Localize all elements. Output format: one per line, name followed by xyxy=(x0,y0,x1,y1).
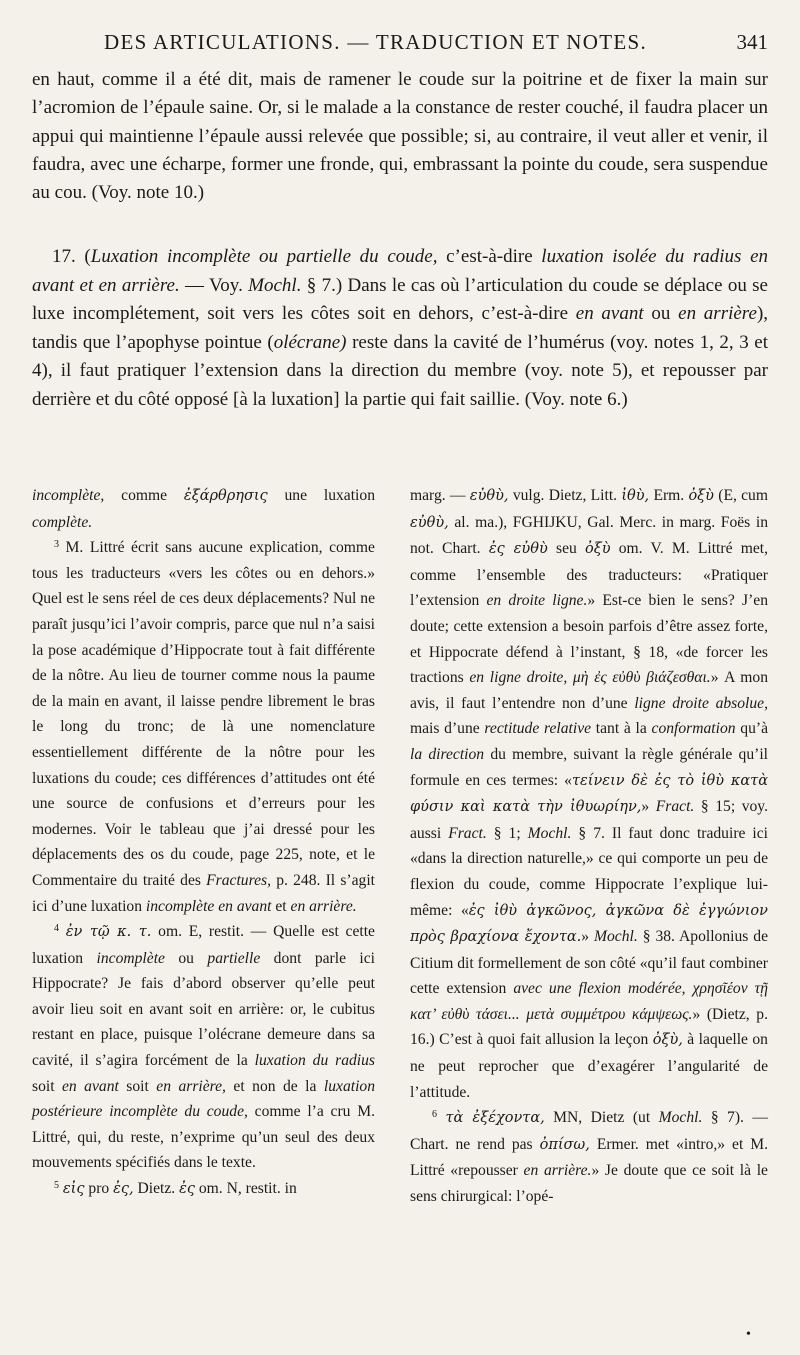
greek-term: ἐν τῷ κ. τ. xyxy=(65,924,152,941)
text-span: tant à la xyxy=(591,720,652,738)
reference-italic: Mochl. xyxy=(527,824,572,842)
text-span: Dietz. xyxy=(133,1180,180,1198)
term-italic: la direction xyxy=(410,745,485,763)
footnote-marker: 5 xyxy=(54,1180,59,1192)
text-span: » (Dietz, p. 16.) C’est à quoi fait allusion la leçon xyxy=(410,1005,768,1049)
term-italic: en arrière xyxy=(678,303,757,324)
main-paragraph: en haut, comme il a été dit, mais de ramener le coude sur la poitrine et de fixer la main sur l’acromion de l’épaule saine. Or, si le malade a la constance de rester couché, il faudra placer un appui qui maintienne l’épaule aussi relevée que possible; si, au contraire, il veut aller et venir, il faudra, avec une écharpe, former une fronde, qui, embrassant la pointe du coude, sera suspendue au cou. (Voy. note 10.) xyxy=(32,69,768,204)
term-italic: en droite ligne. xyxy=(486,592,588,610)
text-span: § 7.) Dans le cas où l’articulation du coude se déplace ou se luxe incomplétement, soit vers les côtes soit en dehors, c’est-à-dire xyxy=(32,274,768,324)
text-span: à laquelle on ne peut reprocher que d’exagérer l’angularité de l’attitude. xyxy=(410,1031,768,1101)
term-italic: en arrière, xyxy=(156,1077,226,1095)
text-span: qu’à xyxy=(735,720,768,738)
text-span: § 15; voy. aussi xyxy=(410,798,768,842)
term-italic: luxation du radius xyxy=(254,1052,375,1070)
term-italic: incomplète en avant xyxy=(145,897,272,915)
text-span: une luxation xyxy=(267,487,375,504)
text-span: ), tandis que l’apophyse pointue ( xyxy=(32,303,769,353)
footnote-6 xyxy=(410,1105,768,1209)
section-number: 17. xyxy=(52,246,76,267)
text-span: marg. — xyxy=(410,487,470,504)
term-italic: en arrière. xyxy=(523,1162,592,1180)
text-span: § 7). — Chart. ne rend pas xyxy=(410,1109,768,1153)
footnote-marker: 4 xyxy=(54,923,59,935)
text-span: dont parle ici Hippocrate? Je fais d’abord observer qu’elle peut avoir lieu soit en avant soit en arrière: or, le cubitus restant en place, puisque l’olécrane demeure dans sa cavité, il s’agira forcément de la xyxy=(32,949,375,1070)
section-17 xyxy=(32,243,768,414)
footnote-5-continued xyxy=(410,483,768,1105)
text-span: du membre, suivant la règle générale qu’il formule en ces termes: « xyxy=(410,745,769,789)
text-span: pro xyxy=(84,1180,114,1198)
notes-column-right xyxy=(410,483,768,1210)
footnote-3 xyxy=(32,535,375,919)
term-italic: olécrane) xyxy=(273,331,347,353)
greek-term: ἐξάρθρησις xyxy=(183,488,268,504)
text-span: ou xyxy=(164,949,208,967)
page-mark: • xyxy=(746,1327,751,1342)
text-span: comme xyxy=(104,487,184,504)
text-span: p. 248. Il s’agit ici d’une luxation xyxy=(32,871,375,915)
term-italic: conformation xyxy=(651,720,736,738)
text-span: mais d’une xyxy=(410,720,485,738)
reference-italic: Fractures, xyxy=(206,871,271,889)
reference-italic: Fract. xyxy=(448,824,487,842)
section-heading-italic: Luxation incomplète ou partielle du coude, xyxy=(90,246,438,267)
text-span: om. N, restit. in xyxy=(194,1180,297,1198)
term-italic: avec une flexion modérée, χρησῖέον τῇ κατ’ εὐθὺ τάσει... μετὰ συμμέτρου κάμψεως. xyxy=(410,980,768,1023)
greek-term: εἰς xyxy=(62,1181,85,1198)
greek-term: εὐθὺ, xyxy=(410,514,449,531)
term-italic: en ligne droite, μὴ ἐς εὐθὺ βιάζεσθαι. xyxy=(469,669,711,687)
term-italic: en arrière. xyxy=(290,897,357,915)
text-span: et xyxy=(271,897,291,915)
text-span: ou xyxy=(643,303,679,324)
term-italic: complète. xyxy=(32,513,93,531)
text-span: » A mon avis, il faut l’entendre non d’une xyxy=(410,669,768,712)
greek-term: ὀξὺ xyxy=(688,488,714,504)
text-span: — Voy. xyxy=(179,274,249,296)
term-italic: ligne droite absolue, xyxy=(634,694,768,712)
greek-term: ὀπίσω, xyxy=(539,1136,590,1153)
term-italic: incomplète, xyxy=(32,487,105,504)
reference-italic: Mochl. xyxy=(594,928,638,946)
term-italic: luxation postérieure incomplète du coude, xyxy=(32,1077,375,1121)
text-span: (E, cum xyxy=(713,487,768,504)
notes-column-left xyxy=(32,483,375,1203)
footnote-marker: 6 xyxy=(432,1109,437,1121)
reference-italic: Fract. xyxy=(655,798,695,816)
text-span: reste dans la cavité de l’humérus (voy. notes 1, 2, 3 et 4), il faut pratiquer l’extension dans la direction du membre (voy. note 5), et repousser par derrière et du côté opposé [à la luxation] la partie qui fait saillie. (Voy. note 6.) xyxy=(32,331,768,410)
text-span: » xyxy=(641,798,656,816)
text-span: § 7. Il faut donc traduire ici «dans la direction naturelle,» ce qui comporte un peu de flexion du coude, comme Hippocrate l’explique lui-même: « xyxy=(410,824,769,919)
greek-quote: ἐς ἰθὺ ἀγκῶνος, ἀγκῶνα δὲ ἐγγώνιον πρὸς βραχίονα ἔχοντα. xyxy=(410,902,768,946)
term-italic: en avant xyxy=(575,303,644,324)
reference-italic: Mochl. xyxy=(658,1109,703,1127)
greek-quote: τείνειν δὲ ἐς τὸ ἰθὺ κατὰ φύσιν καὶ κατὰ τὴν ἰθυωρίην, xyxy=(410,772,768,816)
term-italic: partielle xyxy=(207,949,261,967)
running-title: DES ARTICULATIONS. — TRADUCTION ET NOTES. xyxy=(104,30,648,54)
greek-term: ἰθὺ, xyxy=(621,488,650,504)
text-span: » Je doute que ce soit là le sens chirurgical: l’opé- xyxy=(410,1162,768,1206)
text-span: » xyxy=(581,928,595,946)
text-span: soit xyxy=(32,1077,62,1095)
text-span: MN, Dietz (ut xyxy=(544,1109,659,1127)
greek-term: ἐς xyxy=(179,1181,195,1198)
text-span: Ermer. met «intro,» et M. Littré «repousser xyxy=(410,1135,768,1180)
text-span: et non de la xyxy=(225,1077,324,1095)
text-span: comme l’a cru M. Littré, qui, du reste, n’exprime qu’un seul des deux mouvements spécifiés dans le texte. xyxy=(32,1103,376,1172)
greek-term: ἐς εὐθὺ xyxy=(488,541,548,558)
text-span: om. V. M. Littré met, comme l’ensemble des traducteurs: «Pratiquer l’extension xyxy=(410,540,768,610)
term-italic: rectitude relative xyxy=(484,720,592,738)
footnote-5 xyxy=(32,1176,375,1203)
text-span: § 1; xyxy=(486,824,528,842)
text-span: » Est-ce bien le sens? J’en doute; cette extension a besoin parfois d’être assez forte, et Hippocrate défend à l’instant, § 18, «de forcer les tractions xyxy=(410,592,769,687)
page-number: 341 xyxy=(736,30,768,54)
text-span: al. ma.), FGHIJKU, Gal. Merc. in marg. Foës in not. Chart. xyxy=(410,513,768,558)
text-span: M. Littré écrit sans aucune explication, comme tous les traducteurs «vers les côtes ou en dehors.» Quel est le sens réel de ces deux déplacements? Nul ne paraît jusqu’ici l’avoir compris, parce que nul n’a saisi la pose académique d’Hippocrate tout à fait différente de la nôtre. Au lieu de tourner comme nous la paume de la main en avant, il laisse pendre librement le bras le long du tronc; de là une nomenclature essentiellement différente de la nôtre pour les luxations du coude; ces différences d’attitudes ont été une source de confusions et d’erreurs pour les modernes. Voir le tableau que j’ai dressé pour les déplacements des os du coude, page 225, note, et le Commentaire du traité des xyxy=(32,539,375,889)
reference-italic: Mochl. xyxy=(248,274,302,296)
footnote-4 xyxy=(32,919,375,1176)
text-span: c’est-à-dire xyxy=(437,246,542,267)
footnote-marker: 3 xyxy=(54,539,59,551)
term-italic: en avant xyxy=(62,1077,119,1095)
text-span: om. E, restit. — Quelle est cette luxation xyxy=(32,923,375,967)
text-span: seu xyxy=(547,540,585,558)
text-span: ( xyxy=(84,246,91,267)
greek-term: ὀξὺ xyxy=(585,541,611,558)
greek-term: τὰ ἐξέχοντα, xyxy=(445,1110,545,1127)
text-span: soit xyxy=(118,1077,157,1095)
text-span: vulg. Dietz, Litt. xyxy=(508,487,622,504)
greek-term: ὀξὺ, xyxy=(652,1032,683,1049)
greek-term: εὐθὺ, xyxy=(469,488,509,504)
greek-term: ἐς, xyxy=(113,1181,134,1198)
term-italic: incomplète xyxy=(96,949,165,967)
text-span: Erm. xyxy=(649,487,689,504)
section-heading-italic: luxation isolée du radius en avant et en arrière. xyxy=(32,246,769,296)
note-continuation xyxy=(32,483,375,535)
page-header xyxy=(32,30,768,60)
text-span: § 38. Apollonius de Citium dit formellement de son côté «qu’il faut combiner cette extension xyxy=(410,928,768,998)
